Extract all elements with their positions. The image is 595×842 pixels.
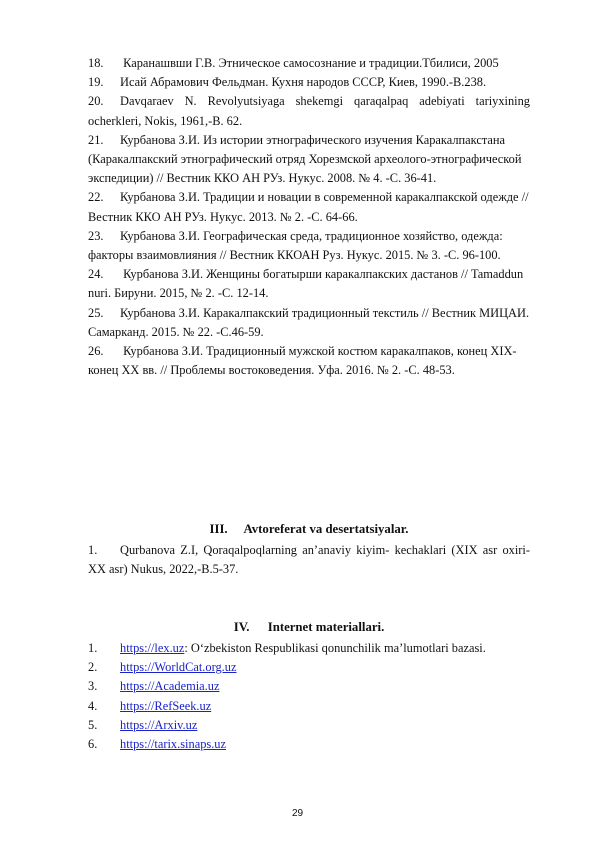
reference-item: [88, 342, 530, 380]
reference-number: 22.: [88, 190, 104, 205]
reference-number: 1.: [88, 543, 98, 557]
reference-number: 3.: [88, 679, 98, 694]
reference-number: 18.: [88, 56, 104, 70]
reference-link[interactable]: https://RefSeek.uz: [120, 698, 212, 713]
reference-link[interactable]: https://Arxiv.uz: [120, 717, 198, 732]
reference-item: [88, 658, 530, 677]
reference-text: Курбанова З.И. Женщины богатырши каракалпакских дастанов // Tamaddun nuri. Бируни. 2015, № 2. -С. 12-14.: [88, 267, 524, 301]
reference-link[interactable]: https://tarix.sinaps.uz: [120, 737, 226, 752]
reference-item: [88, 639, 530, 658]
reference-text: Курбанова З.И. Из истории этнографического изучения Каракалпакстана (Каракалпакский этнографический отряд Хорезмской археолого-этнографической экспедиции) // Вестник ККО АН РУз. Нукус. 2008. № 4. -С. 36-41.: [88, 132, 522, 186]
reference-number: 21.: [88, 132, 104, 147]
section-internet-materials: [88, 617, 530, 754]
reference-text: Курбанова З.И. Традиционный мужской костюм каракалпаков, конец XIX- конец XX вв. // Проблемы востоковедения. Уфа. 2016. № 2. -С. 48-53.: [88, 344, 517, 378]
reference-number: 24.: [88, 267, 104, 282]
reference-text: Курбанова З.И. Географическая среда, традиционное хозяйство, одежда: факторы взаимовлияния // Вестник ККОАН Руз. Нукус. 2015. № 3. -С. 96-100.: [88, 228, 503, 263]
section-roman-numeral: IV.: [233, 620, 250, 634]
reference-text: : O‘zbekiston Respublikasi qonunchilik ma’lumotlari bazasi.: [184, 641, 486, 655]
reference-item: [88, 697, 530, 716]
reference-item: [88, 227, 530, 265]
reference-item: [88, 304, 530, 342]
reference-number: 19.: [88, 75, 104, 90]
section-roman-numeral: III.: [209, 522, 228, 536]
reference-number: 4.: [88, 698, 98, 713]
reference-item: [88, 541, 530, 579]
reference-link[interactable]: https://lex.uz: [120, 641, 185, 655]
reference-number: 25.: [88, 305, 104, 320]
reference-list-part-one: [88, 54, 530, 380]
reference-link[interactable]: https://Academia.uz: [120, 679, 220, 694]
section-heading: [88, 519, 530, 539]
section-title: Internet materiallari.: [267, 620, 385, 634]
reference-item: [88, 131, 530, 189]
reference-item: [88, 716, 530, 735]
reference-text: Qurbanova Z.I, Qoraqalpoqlarning an’anaviy kiyim- kechaklari (XIX asr oxiri- XX asr) Nukus, 2022,-B.5-37.: [88, 543, 530, 577]
reference-number: 26.: [88, 344, 104, 359]
reference-number: 5.: [88, 717, 98, 732]
reference-text: Каранашвши Г.В. Этническое самосознание и традиции.Тбилиси, 2005: [120, 56, 499, 70]
reference-item: [88, 73, 530, 92]
reference-number: 2.: [88, 660, 98, 675]
reference-text: Davqaraev N. Revolyutsiyaga shekemgi qaraqalpaq adebiyati tariyxining ocherkleri, Nokis, 1961,-B. 62.: [88, 94, 530, 128]
reference-text: Курбанова З.И. Каракалпакский традиционный текстиль // Вестник МИЦАИ. Самарканд. 2015. № 22. -С.46-59.: [88, 305, 530, 339]
reference-number: 23.: [88, 228, 104, 243]
page-number: 29: [291, 808, 304, 819]
section-heading: [88, 617, 530, 637]
reference-text: Курбанова З.И. Традиции и новации в современной каракалпакской одежде // Вестник ККО АН РУз. Нукус. 2013. № 2. -С. 64-66.: [88, 190, 529, 224]
reference-item: [88, 92, 530, 130]
reference-item: [88, 188, 530, 226]
reference-number: 1.: [88, 641, 98, 655]
reference-number: 6.: [88, 737, 98, 752]
section-title: Avtoreferat va desertatsiyalar.: [243, 522, 409, 536]
reference-item: [88, 677, 530, 696]
reference-item: [88, 735, 530, 754]
section-avtoreferat: [88, 519, 530, 579]
reference-text: Исай Абрамович Фельдман. Кухня народов СССР, Киев, 1990.-В.238.: [120, 75, 487, 90]
reference-item: [88, 265, 530, 303]
reference-number: 20.: [88, 94, 104, 109]
reference-item: [88, 54, 530, 73]
reference-link[interactable]: https://WorldCat.org.uz: [120, 660, 237, 675]
